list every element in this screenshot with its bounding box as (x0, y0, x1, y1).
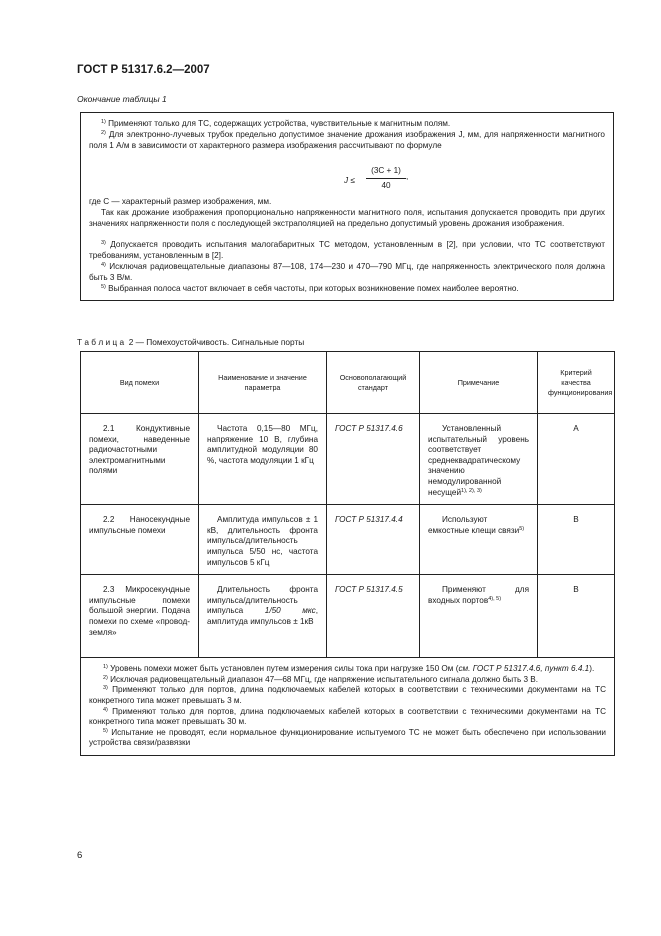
row3-criterion: B (538, 575, 615, 658)
footnote-marker: 4) (101, 262, 106, 268)
table2-footnote-1: $^{1)}$ Уровень помехи может быть установлен путем измерения силы тока при нагрузке 150 Ом (см. ГОСТ Р 51317.4.6, пункт 6.4.1). (103, 664, 595, 674)
col-header-criterion: Критерий качества функционирования (538, 352, 615, 414)
table1-notes-box (80, 112, 614, 301)
table2-footnotes (81, 658, 615, 756)
table1-note-1: $^{1)}$ Применяют только для ТС, содержащих устройства, чувствительные к магнитным полям. (101, 119, 451, 128)
row1-type: 2.1 Кондуктивные помехи, наведенные радиочастотными электромагнитными полями (81, 414, 199, 505)
row3-param: Длительность фронта импульса/длительность импульса 1/50 мкс, амплитуда импульсов ± 1кВ (199, 575, 327, 658)
row2-criterion: B (538, 505, 615, 575)
col-header-param: Наименование и значение параметра (199, 352, 327, 414)
formula-tail: , (406, 172, 409, 181)
formula-denominator: 40 (381, 181, 391, 190)
row3-standard: ГОСТ Р 51317.4.5 (327, 575, 420, 658)
table1-note-5: $^{5)}$ Выбранная полоса частот включает в себя частоты, при которых возникновение помех наиболее вероятно. (101, 284, 519, 293)
footnote-marker: 5) (101, 284, 106, 290)
table2-footnote-5: $^{5)}$ Испытание не проводят, если нормальное функционирование испытуемого ТС не может быть обеспечено при использовании устройства связи/развязки (89, 727, 606, 748)
footnote-marker: 1) (103, 664, 108, 671)
table1-note-4: $^{4)}$ Исключая радиовещательные диапазоны 87—108, 174—230 и 470—790 МГц, где напряженность электрического поля должна быть 3 В/м. (89, 262, 605, 282)
table1-paragraph: Так как дрожание изображения пропорционально напряженности магнитного поля, испытания допускается проводить при других значениях напряженности поля с последующей экстраполяцией на предельно допустимый уровень дрожания изображения. (89, 208, 605, 228)
table2-footnote-3: $^{3)}$ Применяют только для портов, длина подключаемых кабелей которых в соответствии с техническими документами на ТС конкретного типа может превышать 3 м. (89, 685, 606, 705)
page-number: 6 (77, 850, 83, 861)
table-row (81, 575, 615, 658)
footnote-marker: 5) (103, 727, 108, 734)
row1-param: Частота 0,15—80 МГц, напряжение 10 В, глубина амплитудной модуляции 80 %, частота модуляции 1 кГц (199, 414, 327, 505)
row2-type: 2.2 Наносекундные импульсные помехи (81, 505, 199, 575)
table-row (81, 505, 615, 575)
row1-standard: ГОСТ Р 51317.4.6 (327, 414, 420, 505)
footnote-marker: 3) (101, 240, 106, 246)
document-header: ГОСТ Р 51317.6.2—2007 (77, 64, 210, 76)
formula-numerator: (3C + 1) (371, 166, 401, 175)
footnote-marker: 3) (103, 685, 108, 692)
footnote-marker: 1) (101, 119, 106, 125)
table1-note-2: $^{2)}$ Для электронно-лучевых трубок предельно допустимое значение дрожания изображения J, мм, для напряженности магнитного поля 1 А/м в зависимости от характерного размера изображения рассчитывают по формуле (89, 130, 605, 150)
col-header-standard: Основополагающий стандарт (327, 352, 420, 414)
footnote-marker: 2) (101, 130, 106, 136)
table2 (80, 351, 615, 756)
row1-criterion: A (538, 414, 615, 505)
row2-param: Амплитуда импульсов ± 1 кВ, длительность фронта импульса/длительность импульса 5/50 нс, частота импульсов 5 кГц (199, 505, 327, 575)
footnote-marker: 2) (103, 674, 108, 681)
formula-fraction-bar (366, 178, 406, 179)
footnote-marker: 4), 5) (488, 595, 502, 602)
row2-note: Используют емкостные клещи связи$^{5)}$ (420, 505, 538, 575)
row3-note: Применяют для входных портов$^{4), 5)}$ (420, 575, 538, 658)
table2-header-row (81, 352, 615, 414)
footnote-marker: 4) (103, 706, 108, 713)
col-header-note: Примечание (420, 352, 538, 414)
table1-continuation-label: Окончание таблицы 1 (77, 94, 167, 104)
col-header-type: Вид помехи (81, 352, 199, 414)
footnote-marker: 1), 2), 3) (461, 487, 482, 494)
formula-lhs: J ≤ (344, 176, 355, 185)
footnote-marker: 5) (519, 525, 525, 532)
table2-footnotes-row (81, 658, 615, 756)
table2-footnote-4: $^{4)}$ Применяют только для портов, длина подключаемых кабелей которых в соответствии с техническими документами на ТС конкретного типа может превышать 30 м. (89, 706, 606, 727)
table-row (81, 414, 615, 505)
table2-title: Т а б л и ц а 2 — Помехоустойчивость. Сигнальные порты (77, 337, 305, 347)
row2-standard: ГОСТ Р 51317.4.4 (327, 505, 420, 575)
table1-where: где C — характерный размер изображения, мм. (89, 197, 272, 206)
table1-note-3: $^{3)}$ Допускается проводить испытания малогабаритных ТС методом, установленным в [2], при условии, что ТС соответствуют требованиям, установленным в [2]. (89, 240, 605, 260)
row1-note: Установленный испытательный уровень соответствует среднеквадратическому значению немодулированной несущей$^{1), 2), 3)}$ (420, 414, 538, 505)
row3-type: 2.3 Микросекундные импульсные помехи большой энергии. Подача помехи по схеме «провод-земля» (81, 575, 199, 658)
table2-footnote-2: $^{2)}$ Исключая радиовещательный диапазон 47—68 МГц, где напряжение испытательного сигнала должно быть 3 В. (103, 674, 539, 684)
